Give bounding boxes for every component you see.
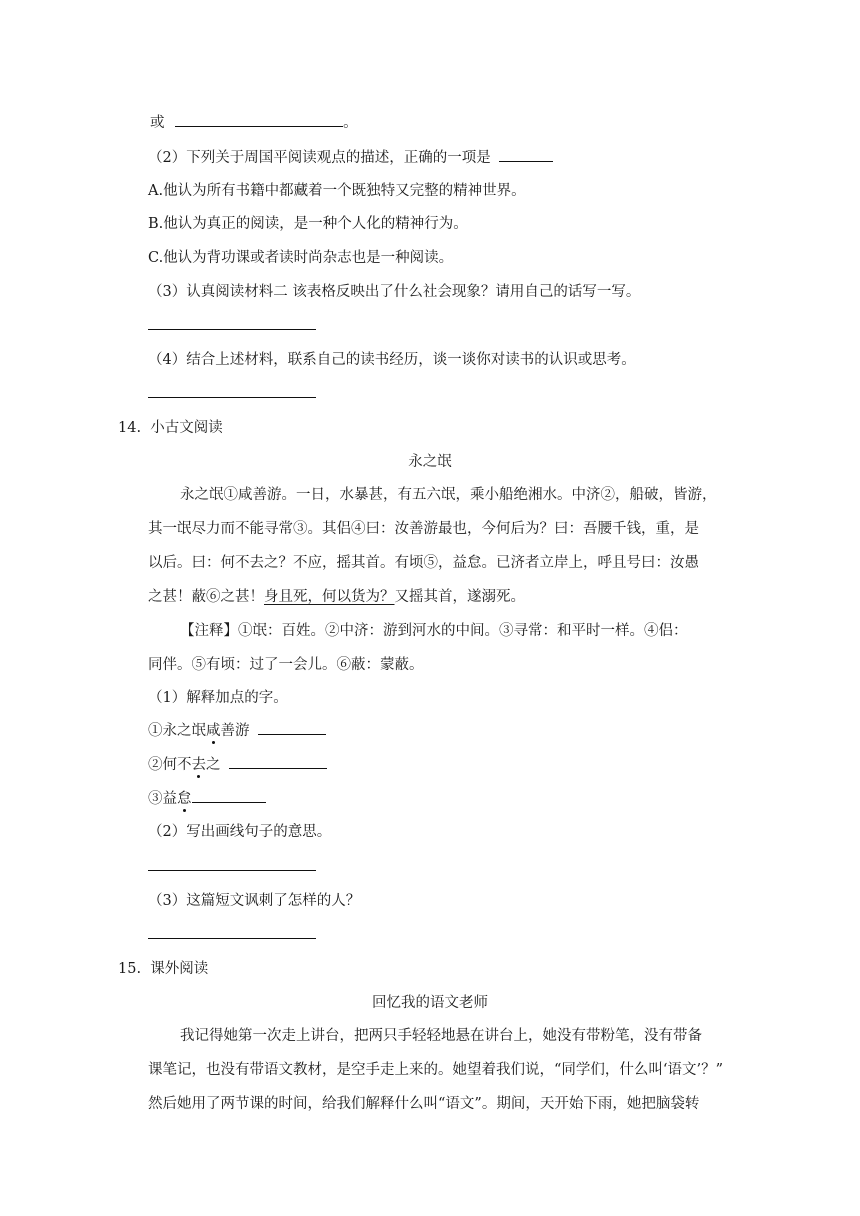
q14-sub2: （2）写出画线句子的意思。 bbox=[148, 824, 332, 840]
answer-line[interactable] bbox=[148, 870, 316, 871]
q15-title: 回忆我的语文老师 bbox=[372, 995, 488, 1011]
q14-title: 永之氓 bbox=[408, 454, 452, 470]
q14-sub3: （3）这篇短文讽刺了怎样的人？ bbox=[148, 893, 361, 909]
dotted-char: 怠 bbox=[177, 791, 192, 807]
underlined-sentence: 身且死，何以货为？ bbox=[264, 589, 395, 605]
answer-line[interactable] bbox=[148, 329, 316, 330]
q13-sub2: （2）下列关于周国平阅读观点的描述，正确的一项是 bbox=[148, 147, 553, 168]
q14-sub1: （1）解释加点的字。 bbox=[148, 690, 288, 706]
q13-option-c: C.他认为背功课或者读时尚杂志也是一种阅读。 bbox=[148, 250, 454, 266]
dotted-char: 咸 bbox=[206, 723, 221, 739]
q13-option-a: A.他认为所有书籍中都藏着一个既独特又完整的精神世界。 bbox=[148, 183, 526, 199]
q13-option-b: B.他认为真正的阅读，是一种个人化的精神行为。 bbox=[148, 216, 468, 232]
q14-para-line: 其一氓尽力而不能寻常③。其侣④曰：汝善游最也，今何后为？曰：吾腰千钱，重，是 bbox=[148, 521, 699, 537]
q15-para-line: 我记得她第一次走上讲台，把两只手轻轻地悬在讲台上，她没有带粉笔，没有带备 bbox=[180, 1028, 702, 1044]
answer-blank[interactable] bbox=[258, 720, 326, 735]
q14-note-line: 同伴。⑤有顷：过了一会儿。⑥蔽：蒙蔽。 bbox=[148, 657, 424, 673]
q14-word-2: ②何不去之 bbox=[148, 754, 327, 775]
q13-line-or: 或 。 bbox=[150, 112, 358, 133]
q15-header: 15. 课外阅读 bbox=[118, 961, 209, 977]
q15-para-line: 然后她用了两节课的时间，给我们解释什么叫“语文”。期间，天开始下雨，她把脑袋转 bbox=[148, 1096, 700, 1112]
q14-word-1: ①永之氓咸善游 bbox=[148, 720, 326, 741]
dotted-char: 去 bbox=[191, 757, 206, 773]
q14-note-line: 【注释】①氓：百姓。②中济：游到河水的中间。③寻常：和平时一样。④侣： bbox=[180, 623, 688, 639]
answer-line[interactable] bbox=[148, 397, 316, 398]
answer-line[interactable] bbox=[148, 938, 316, 939]
q14-para-line: 永之氓①咸善游。一日，水暴甚，有五六氓，乘小船绝湘水。中济②，船破，皆游， bbox=[180, 487, 717, 503]
q14-word-3: ③益怠 bbox=[148, 788, 266, 809]
q13-sub4: （4）结合上述材料，联系自己的读书经历，谈一谈你对读书的认识或思考。 bbox=[148, 352, 636, 368]
answer-blank[interactable] bbox=[499, 147, 553, 162]
answer-blank[interactable] bbox=[229, 754, 327, 769]
q14-header: 14. 小古文阅读 bbox=[118, 420, 223, 436]
answer-blank[interactable] bbox=[192, 788, 266, 803]
q14-para-line: 以后。曰：何不去之？不应，摇其首。有顷⑤，益怠。已济者立岸上，呼且号曰：汝愚 bbox=[148, 555, 699, 571]
q14-para-line: 之甚！蔽⑥之甚！身且死，何以货为？又摇其首，遂溺死。 bbox=[148, 589, 525, 605]
answer-blank[interactable] bbox=[175, 112, 343, 127]
q15-para-line: 课笔记，也没有带语文教材，是空手走上来的。她望着我们说，“同学们，什么叫‘语文’？” bbox=[148, 1062, 724, 1078]
q13-sub3: （3）认真阅读材料二 该表格反映出了什么社会现象？请用自己的话写一写。 bbox=[148, 284, 641, 300]
